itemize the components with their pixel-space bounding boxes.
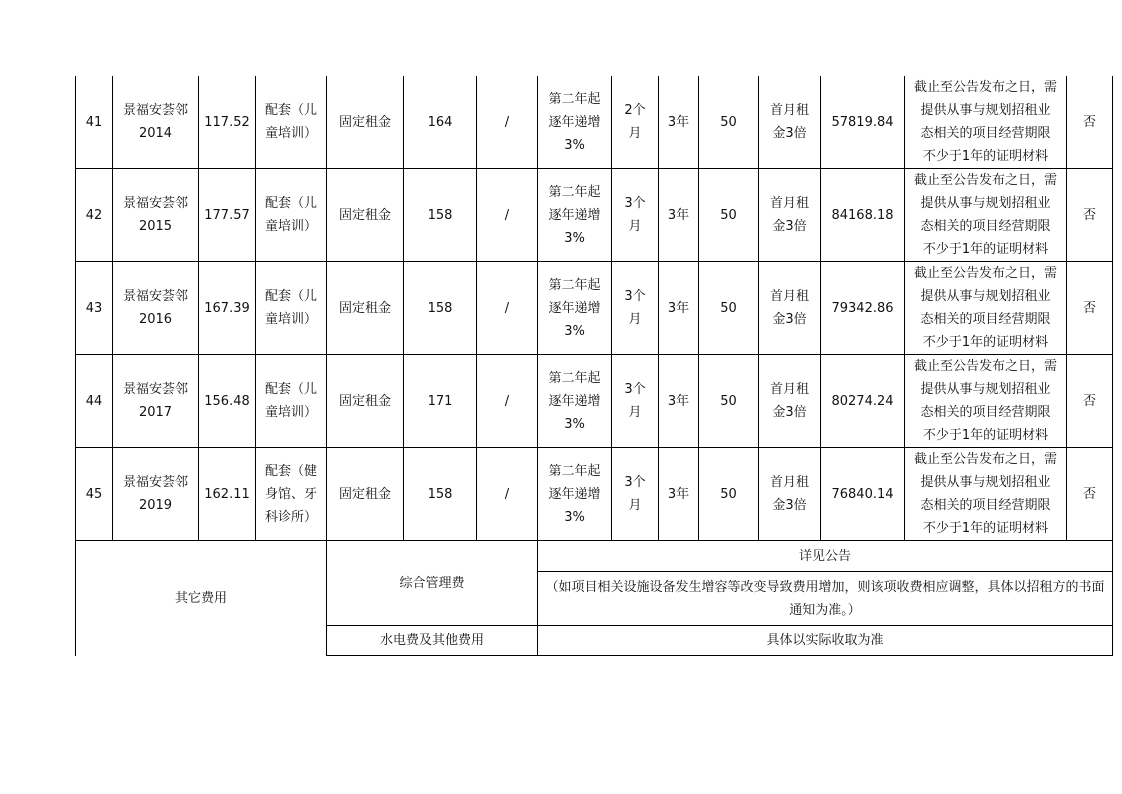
cell-total: 80274.24 bbox=[821, 355, 905, 448]
cell-slash: / bbox=[477, 169, 538, 262]
cell-free bbox=[612, 169, 659, 262]
cell-line: 月 bbox=[628, 219, 642, 234]
cell-line: 3% bbox=[564, 323, 585, 339]
cell-line: 提供从事与规划招租业 bbox=[920, 289, 1051, 304]
cell-line: 2个 bbox=[624, 103, 646, 118]
cell-no: 45 bbox=[76, 448, 113, 541]
cell-increase bbox=[538, 262, 612, 355]
cell-col11: 50 bbox=[699, 355, 759, 448]
cell-increase bbox=[538, 169, 612, 262]
cell-price: 158 bbox=[404, 262, 477, 355]
cell-line: 不少于1年的证明材料 bbox=[922, 335, 1049, 350]
cell-name bbox=[113, 76, 199, 169]
cell-line: 逐年递增 bbox=[548, 114, 601, 130]
cell-line: 3个 bbox=[624, 196, 646, 211]
cell-rent-type: 固定租金 bbox=[327, 355, 404, 448]
cell-line: 童培训） bbox=[264, 312, 317, 327]
cell-line: 金3倍 bbox=[772, 312, 807, 327]
cell-deposit bbox=[759, 169, 821, 262]
cell-req bbox=[905, 76, 1067, 169]
cell-line: 不少于1年的证明材料 bbox=[922, 242, 1049, 257]
table-row bbox=[76, 355, 1113, 448]
cell-line: 身馆、牙 bbox=[264, 486, 317, 502]
cell-line: 截止至公告发布之日，需 bbox=[913, 452, 1057, 467]
cell-line: 景福安荟邻 bbox=[122, 103, 188, 118]
cell-line: 金3倍 bbox=[772, 126, 807, 141]
cell-line: 配套（儿 bbox=[264, 196, 317, 211]
cell-slash: / bbox=[477, 76, 538, 169]
cell-area: 167.39 bbox=[199, 262, 256, 355]
cell-line: 景福安荟邻 bbox=[122, 475, 188, 490]
cell-term: 3年 bbox=[659, 262, 699, 355]
cell-line: 截止至公告发布之日，需 bbox=[913, 266, 1057, 281]
cell-line: 2016 bbox=[138, 312, 173, 327]
cell-price: 171 bbox=[404, 355, 477, 448]
cell-term: 3年 bbox=[659, 355, 699, 448]
cell-no: 41 bbox=[76, 76, 113, 169]
cell-total: 57819.84 bbox=[821, 76, 905, 169]
cell-line: 第二年起 bbox=[548, 91, 601, 107]
cell-increase bbox=[538, 355, 612, 448]
cell-area: 162.11 bbox=[199, 448, 256, 541]
cell-usage bbox=[256, 355, 327, 448]
cell-line: 3个 bbox=[624, 475, 646, 490]
cell-line: 逐年递增 bbox=[548, 300, 601, 316]
cell-line: 提供从事与规划招租业 bbox=[920, 196, 1051, 211]
cell-term: 3年 bbox=[659, 169, 699, 262]
cell-line: 首月租 bbox=[769, 382, 809, 397]
cell-line: 提供从事与规划招租业 bbox=[920, 475, 1051, 490]
cell-line: 科诊所） bbox=[264, 509, 317, 525]
cell-line: 3% bbox=[564, 137, 585, 153]
cell-flag: 否 bbox=[1067, 169, 1113, 262]
cell-line: 景福安荟邻 bbox=[122, 289, 188, 304]
cell-flag: 否 bbox=[1067, 355, 1113, 448]
cell-deposit bbox=[759, 448, 821, 541]
cell-req bbox=[905, 448, 1067, 541]
cell-line: 第二年起 bbox=[548, 463, 601, 479]
cell-line: 童培训） bbox=[264, 126, 317, 141]
table-row bbox=[76, 262, 1113, 355]
cell-rent-type: 固定租金 bbox=[327, 169, 404, 262]
cell-line: 3个 bbox=[624, 289, 646, 304]
cell-line: 第二年起 bbox=[548, 184, 601, 200]
cell-area: 177.57 bbox=[199, 169, 256, 262]
cell-line: 童培训） bbox=[264, 405, 317, 420]
cell-usage bbox=[256, 76, 327, 169]
cell-line: 提供从事与规划招租业 bbox=[920, 103, 1051, 118]
cell-line: 不少于1年的证明材料 bbox=[922, 521, 1049, 536]
cell-area: 117.52 bbox=[199, 76, 256, 169]
cell-flag: 否 bbox=[1067, 262, 1113, 355]
cell-line: 截止至公告发布之日，需 bbox=[913, 80, 1057, 95]
mgmt-fee-value: 详见公告 bbox=[538, 541, 1113, 572]
cell-line: 2019 bbox=[138, 498, 173, 513]
cell-line: 2014 bbox=[138, 126, 173, 141]
cell-line: 3% bbox=[564, 509, 585, 525]
rental-table bbox=[75, 76, 1113, 656]
cell-line: 首月租 bbox=[769, 103, 809, 118]
cell-line: 3个 bbox=[624, 382, 646, 397]
cell-rent-type: 固定租金 bbox=[327, 262, 404, 355]
cell-name bbox=[113, 169, 199, 262]
cell-line: 首月租 bbox=[769, 475, 809, 490]
cell-req bbox=[905, 355, 1067, 448]
cell-name bbox=[113, 355, 199, 448]
mgmt-fee-note: （如项目相关设施设备发生增容等改变导致费用增加，则该项收费相应调整，具体以招租方的书面通知为准。） bbox=[538, 572, 1113, 626]
cell-no: 43 bbox=[76, 262, 113, 355]
cell-line: 月 bbox=[628, 126, 642, 141]
cell-rent-type: 固定租金 bbox=[327, 448, 404, 541]
cell-line: 逐年递增 bbox=[548, 393, 601, 409]
cell-flag: 否 bbox=[1067, 76, 1113, 169]
cell-total: 76840.14 bbox=[821, 448, 905, 541]
cell-term: 3年 bbox=[659, 76, 699, 169]
cell-price: 158 bbox=[404, 169, 477, 262]
cell-line: 景福安荟邻 bbox=[122, 382, 188, 397]
cell-line: 金3倍 bbox=[772, 219, 807, 234]
cell-req bbox=[905, 262, 1067, 355]
utility-fee-label: 水电费及其他费用 bbox=[327, 626, 538, 656]
cell-area: 156.48 bbox=[199, 355, 256, 448]
cell-usage bbox=[256, 262, 327, 355]
cell-slash: / bbox=[477, 448, 538, 541]
cell-line: 第二年起 bbox=[548, 277, 601, 293]
cell-col11: 50 bbox=[699, 76, 759, 169]
cell-rent-type: 固定租金 bbox=[327, 76, 404, 169]
cell-req bbox=[905, 169, 1067, 262]
cell-line: 2015 bbox=[138, 219, 173, 234]
cell-term: 3年 bbox=[659, 448, 699, 541]
cell-slash: / bbox=[477, 262, 538, 355]
cell-free bbox=[612, 448, 659, 541]
cell-line: 态相关的项目经营期限 bbox=[920, 312, 1051, 327]
cell-line: 态相关的项目经营期限 bbox=[920, 405, 1051, 420]
cell-line: 童培训） bbox=[264, 219, 317, 234]
cell-price: 164 bbox=[404, 76, 477, 169]
cell-increase bbox=[538, 448, 612, 541]
cell-free bbox=[612, 262, 659, 355]
cell-line: 月 bbox=[628, 312, 642, 327]
cell-line: 3% bbox=[564, 230, 585, 246]
cell-line: 态相关的项目经营期限 bbox=[920, 219, 1051, 234]
cell-line: 金3倍 bbox=[772, 498, 807, 513]
cell-col11: 50 bbox=[699, 169, 759, 262]
mgmt-fee-label: 综合管理费 bbox=[327, 541, 538, 626]
cell-usage bbox=[256, 448, 327, 541]
cell-line: 第二年起 bbox=[548, 370, 601, 386]
cell-line: 首月租 bbox=[769, 289, 809, 304]
cell-flag: 否 bbox=[1067, 448, 1113, 541]
cell-line: 月 bbox=[628, 498, 642, 513]
cell-line: 截止至公告发布之日，需 bbox=[913, 359, 1057, 374]
cell-line: 逐年递增 bbox=[548, 207, 601, 223]
cell-line: 首月租 bbox=[769, 196, 809, 211]
cell-line: 态相关的项目经营期限 bbox=[920, 126, 1051, 141]
cell-increase bbox=[538, 76, 612, 169]
cell-line: 配套（健 bbox=[264, 463, 317, 479]
table-row bbox=[76, 448, 1113, 541]
cell-no: 44 bbox=[76, 355, 113, 448]
cell-col11: 50 bbox=[699, 262, 759, 355]
cell-line: 逐年递增 bbox=[548, 486, 601, 502]
cell-free bbox=[612, 76, 659, 169]
cell-deposit bbox=[759, 262, 821, 355]
cell-name bbox=[113, 262, 199, 355]
cell-deposit bbox=[759, 76, 821, 169]
cell-line: 金3倍 bbox=[772, 405, 807, 420]
cell-line: 配套（儿 bbox=[264, 382, 317, 397]
cell-line: 月 bbox=[628, 405, 642, 420]
utility-fee-value: 具体以实际收取为准 bbox=[538, 626, 1113, 656]
cell-line: 景福安荟邻 bbox=[122, 196, 188, 211]
cell-usage bbox=[256, 169, 327, 262]
table-row bbox=[76, 76, 1113, 169]
cell-line: 2017 bbox=[138, 405, 173, 420]
table-row bbox=[76, 169, 1113, 262]
cell-line: 配套（儿 bbox=[264, 103, 317, 118]
cell-total: 79342.86 bbox=[821, 262, 905, 355]
cell-line: 提供从事与规划招租业 bbox=[920, 382, 1051, 397]
cell-deposit bbox=[759, 355, 821, 448]
cell-line: 截止至公告发布之日，需 bbox=[913, 173, 1057, 188]
cell-price: 158 bbox=[404, 448, 477, 541]
cell-line: 态相关的项目经营期限 bbox=[920, 498, 1051, 513]
cell-col11: 50 bbox=[699, 448, 759, 541]
cell-free bbox=[612, 355, 659, 448]
cell-line: 不少于1年的证明材料 bbox=[922, 149, 1049, 164]
cell-slash: / bbox=[477, 355, 538, 448]
cell-no: 42 bbox=[76, 169, 113, 262]
cell-line: 不少于1年的证明材料 bbox=[922, 428, 1049, 443]
cell-line: 3% bbox=[564, 416, 585, 432]
other-fees-label: 其它费用 bbox=[76, 541, 327, 656]
cell-line: 配套（儿 bbox=[264, 289, 317, 304]
cell-name bbox=[113, 448, 199, 541]
cell-total: 84168.18 bbox=[821, 169, 905, 262]
